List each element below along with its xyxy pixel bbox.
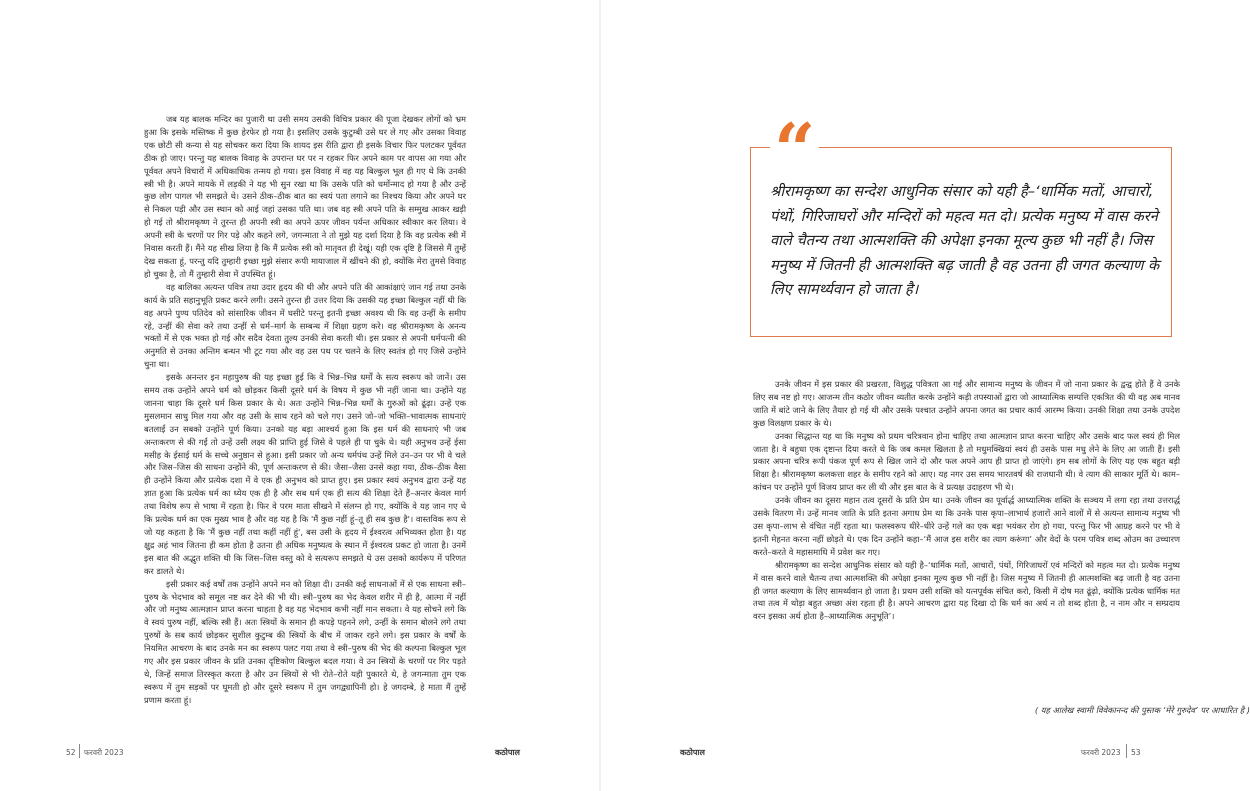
paragraph: उनके जीवन में इस प्रकार की प्रखरता, विशुद्ध पवित्रता आ गई और सामान्य मनुष्य के जीवन में जो नाना प्रकार के द्वन्द्व होते हैं वे उनके लिए सब नष्ट हो गए। आजन्म तीन कठोर जीवन व्यतीत करके उन्होंने कड़ी तपस्याओं द्वारा जो आध्यात्मिक सम्पत्ति एकत्रित की थी वह अब मानव जाति में बांटे जाने के लिए तैयार हो गई थी और उसके पश्चात उन्होंने अपना जगत का प्रचार कार्य आरम्भ किया। उनकी शिक्षा तथा उनके उपदेश कुछ विलक्षण प्रकार के थे। [753, 379, 1180, 428]
folio-divider [1126, 744, 1127, 758]
paragraph: इसी प्रकार कई वर्षों तक उन्होंने अपने मन को शिक्षा दी। उनकी कई साधनाओं में से एक साधना स्त्री–पुरुष के भेदभाव को समूल नष्ट कर देने की भी थी। स्त्री–पुरुष का भेद केवल शरीर में ही है, आत्मा में नहीं और जो मनुष्य आत्मज्ञान प्राप्त करना चाहता है वह यह भेदभाव कभी नहीं मान सकता। वे यह सोचने लगे कि वे स्वयं पुरुष नहीं, बल्कि स्त्री हैं। अतः स्त्रियों के समान ही कपड़े पहनने लगे, उन्हीं के समान बोलने लगे तथा पुरुषों के सब कार्य छोड़कर सुशील कुटुम्ब की स्त्रियों के बीच में जाकर रहने लगे। इस प्रकार के वर्षों के नियमित आचरण के बाद उनके मन का स्वरूप पलट गया तथा वे स्त्री–पुरुष की भेद की कल्पना बिल्कुल भूल गए और इस प्रकार जीवन के प्रति उनका दृष्टिकोण बिल्कुल बदल गया। वे उन स्त्रियों के चरणों पर गिर पड़ते थे, जिन्हें समाज तिरस्कृत करता है और उन स्त्रियों से भी रोते–रोते यही पुकारते थे, हे जगन्माता तुम एक स्वरूप में तुम सड़कों पर घूमती हो और दूसरे स्वरूप में तुम जगद्व्यापिनी हो। हे जगदम्बे, हे माता मैं तुम्हें प्रणाम करता हूं। [144, 578, 466, 705]
folio-divider [79, 744, 80, 758]
footer-month-right: फरवरी 2023 [1081, 748, 1121, 757]
page-number-right: 53 [1131, 748, 1141, 757]
quote-mark-icon: “ [770, 114, 819, 186]
masthead-left: कठोपाल [495, 748, 520, 757]
pull-quote-text: श्रीरामकृष्ण का सन्देश आधुनिक संसार को यही है–‘धार्मिक मतों, आचारों, पंथों, गिरिजाघरों और मन्दिरों को महत्व मत दो। प्रत्येक मनुष्य में वास करने वाले चैतन्य तथा आत्मशक्ति की अपेक्षा इनका मूल्य कुछ भी नहीं है। जिस मनुष्य में जितनी ही आत्मशक्ति बढ़ जाती है वह उतना ही जगत कल्याण के लिए सामर्थ्यवान हो जाता है। [770, 183, 1160, 298]
paragraph: जब यह बालक मन्दिर का पुजारी था उसी समय उसकी विचित्र प्रकार की पूजा देखकर लोगों को भ्रम हुआ कि इसके मस्तिष्क में कुछ हेरफेर हो गया है। इसलिए उसके कुटुम्बी उसे घर ले गए और उसका विवाह एक छोटी सी कन्या से यह सोचकर करा दिया कि शायद इस रीति द्वारा ही इसके विचार फिर पलटकर पूर्ववत ठीक हो जाए। परन्तु यह बालक विवाह के उपरान्त घर पर न रहकर फिर अपने काम पर वापस आ गया और पूर्ववत अपने विचारों में अधिकाधिक तन्मय हो गया। इस विवाह में वह यह बिल्कुल भूल ही गए थे कि उनकी स्त्री भी है। अपने मायके में लड़की ने यह भी सुन रखा था कि उसके पति को धर्मोन्माद हो गया है और उन्हें कुछ लोग पागल भी समझते थे। उसने ठीक–ठीक बात का स्वयं पता लगाने का निश्चय किया और अपने घर से निकल पड़ी और उस स्थान को आई जहां उसका पति था। जब वह स्त्री अपने पति के सम्मुख आकर खड़ी हो गई तो श्रीरामकृष्ण ने तुरन्त ही अपनी स्त्री का अपने ऊपर जीवन पर्यन्त अधिकार स्वीकार कर लिया। वे अपनी स्त्री के चरणों पर गिर पड़े और कहने लगे, जगन्माता ने तो मुझे यह दर्शा दिया है कि वह प्रत्येक स्त्री में निवास करती हैं। मैंने यह सीख लिया है कि मैं प्रत्येक स्त्री को मातृवत ही देखूं। यही एक दृष्टि है जिससे मैं तुम्हें देख सकता हूं, परन्तु यदि तुम्हारी इच्छा मुझे संसार रूपी मायाजाल में खींचने की हो, क्योंकि मेरा तुमसे विवाह हो चुका है, तो मैं तुम्हारी सेवा में उपस्थित हूं। [144, 114, 466, 279]
paragraph: उनके जीवन का दूसरा महान तत्व दूसरों के प्रति प्रेम था। उनके जीवन का पूर्वार्द्ध आध्यात्मिक शक्ति के सञ्चय में लगा रहा तथा उत्तरार्द्ध उसके वितरण में। उन्हें मानव जाति के प्रति इतना अगाध प्रेम था कि उनके पास कृपा–लाभार्थ हजारों आने वालों में से अत्यन्त सामान्य मनुष्य भी उस कृपा–लाभ से वंचित नहीं रहता था। फलस्वरूप धीरे–धीरे उन्हें गले का एक बड़ा भयंकर रोग हो गया, परन्तु फिर भी आग्रह करने पर भी वे इतनी मेहनत करना नहीं छोड़ते थे। एक दिन उन्होंने कहा–‘मैं आज इस शरीर का त्याग करूंगा’ और वेदों के परम पवित्र शब्द ओउम का उच्चारण करते–करते वे महासमाधि में प्रवेश कर गए। [753, 495, 1180, 557]
right-page [600, 0, 1250, 791]
left-page [0, 0, 600, 791]
paragraph: श्रीरामकृष्ण का सन्देश आधुनिक संसार को यही है–‘धार्मिक मतों, आचारों, पंथों, गिरिजाघरों एवं मन्दिरों को महत्व मत दो। प्रत्येक मनुष्य में वास करने वाले चैतन्य तथा आत्मशक्ति की अपेक्षा इनका मूल्य कुछ भी नहीं है। जिस मनुष्य में जितनी ही आत्मशक्ति बढ़ जाती है वह उतना ही जगत कल्याण के लिए सामर्थ्यवान हो जाता है। प्रथम उसी शक्ति को यत्नपूर्वक संचित करो, किसी में दोष मत ढूंढ़ो, क्योंकि प्रत्येक धार्मिक मत तथा तत्व में थोड़ा बहुत अच्छा अंश रहता ही है। अपने आचरण द्वारा यह दिखा दो कि धर्म का अर्थ न तो शब्द होता है, न नाम और न सम्प्रदाय वरन इसका अर्थ होता है–आध्यात्मिक अनुभूति’। [753, 559, 1180, 622]
page-number-left: 52 [66, 748, 76, 757]
paragraph: इसके अनन्तर इन महापुरुष की यह इच्छा हुई कि वे भिन्न–भिन्न धर्मों के सत्य स्वरूप को जानें। उस समय तक उन्होंने अपने धर्म को छोड़कर किसी दूसरे धर्म के विषय में कुछ भी नहीं जाना था। उन्होंने यह जानना चाहा कि दूसरे धर्म किस प्रकार के थे। अतः उन्होंने भिन्न–भिन्न धर्मों के गुरुओं को ढूंढ़ा। उन्हें एक मुसलमान साधु मिल गया और वह उसी के साथ रहने को चले गए। उसने जो–जो भक्ति–भावात्मक साधनाएं बतलाईं उन सबको उन्होंने पूर्ण किया। उनको यह बड़ा आश्चर्य हुआ कि इस धर्म की साधनाएं भी जब अन्तःकरण से की गईं तो उन्हें उसी लक्ष्य की प्राप्ति हुई जिसे वे पहले ही पा चुके थे। यही अनुभव उन्हें ईसा मसीह के ईसाई धर्म के सच्चे अनुष्ठान से हुआ। इसी प्रकार जो अन्य धर्मपंथ उन्हें मिले उन–उन पर भी वे चले और जिस–जिस की साधना उन्होंने की, पूर्ण अन्तःकरण से की। जैसा–जैसा उनसे कहा गया, ठीक–ठीक वैसा ही उन्होंने किया और प्रत्येक दशा में वे एक ही अनुभव को प्राप्त हुए। इस प्रकार स्वयं अनुभव द्वारा उन्हें यह ज्ञात हुआ कि प्रत्येक धर्म का ध्येय एक ही है और सब धर्म एक ही सत्य की शिक्षा देते हैं–अन्तर केवल मार्ग तथा विशेष रूप से भाषा में रहता है। फिर वे परम माता सीखने में संलग्न हो गए, क्योंकि वे यह जान गए थे कि प्रत्येक धर्म का एक मुख्य भाव है और वह यह है कि 'मैं कुछ नहीं हूं–तू ही सब कुछ है'। वास्तविक रूप से जो यह कहता है कि 'मैं कुछ नहीं तथा कहीं नहीं हूं', बस उसी के हृदय में ईश्वरत्व अभिव्यक्त होता है। यह क्षुद्र अहं भाव जितना ही कम होता है उतना ही अधिक मनुष्यत्व के स्थान में ईश्वरत्व प्रकट हो जाता है। उनमें इस बात की अद्भुत शक्ति थी कि जिस–जिस वस्तु को वे सत्यरूप समझते थे उस उसको कार्यरूप में परिणत कर डालते थे। [144, 372, 466, 576]
footer-month-left: फरवरी 2023 [84, 748, 124, 757]
left-body-text [144, 113, 466, 723]
masthead-right: कठोपाल [680, 748, 705, 757]
paragraph: उनका सिद्धान्त यह था कि मनुष्य को प्रथम चरित्रवान होना चाहिए तथा आत्मज्ञान प्राप्त करना चाहिए और उसके बाद फल स्वयं ही मिल जाता है। वे बहुधा एक दृष्टान्त दिया करते थे कि जब कमल खिलता है तो मधुमक्खियां स्वयं ही उसके पास मधु लेने के लिए आ जाती हैं। इसी प्रकार अपना चरित्र रूपी पंकज पूर्ण रूप से खिल जाने दो और फल अपने आप ही प्राप्त हो जाएंगे। हम सब लोगों के लिए यह एक बहुत बड़ी शिक्षा है। श्रीरामकृष्ण कलकत्ता शहर के समीप रहने को आए। यह नगर उस समय भारतवर्ष की राजधानी थी। वे त्याग की साकार मूर्ति थे। काम–कांचन पर उन्होंने पूर्ण विजय प्राप्त कर ली थी और इस बात के वे प्रत्यक्ष उदाहरण भी थे। [753, 430, 1180, 493]
paragraph: वह बालिका अत्यन्त पवित्र तथा उदार हृदय की थी और अपने पति की आकांक्षाएं जान गई तथा उनके कार्य के प्रति सहानुभूति प्रकट करने लगी। उसने तुरन्त ही उत्तर दिया कि उसकी यह इच्छा बिल्कुल नहीं थी कि वह अपने पुण्य पतिदेव को सांसारिक जीवन में घसीटे परन्तु इतनी इच्छा अवश्य थी कि वह उन्हीं के समीप रहे, उन्हीं की सेवा करे तथा उन्हीं से धर्म–मार्ग के सम्बन्ध में शिक्षा ग्रहण करे। वह श्रीरामकृष्ण के अनन्य भक्तों में से एक भक्त हो गई और सदैव देवता तुल्य उनकी सेवा करती थी। इस प्रकार से अपनी धर्मपत्नी की अनुमति से उनका अन्तिम बन्धन भी टूट गया और वह उस पथ पर चलने के लिए स्वतंत्र हो गए जिसे उन्होंने चुना था। [144, 281, 466, 370]
source-attribution: ( यह आलेख स्वामी विवेकानन्द की पुस्तक ‘मेरे गुरुदेव’ पर आधारित है ) [1034, 705, 1250, 715]
right-body-text [753, 378, 1180, 698]
